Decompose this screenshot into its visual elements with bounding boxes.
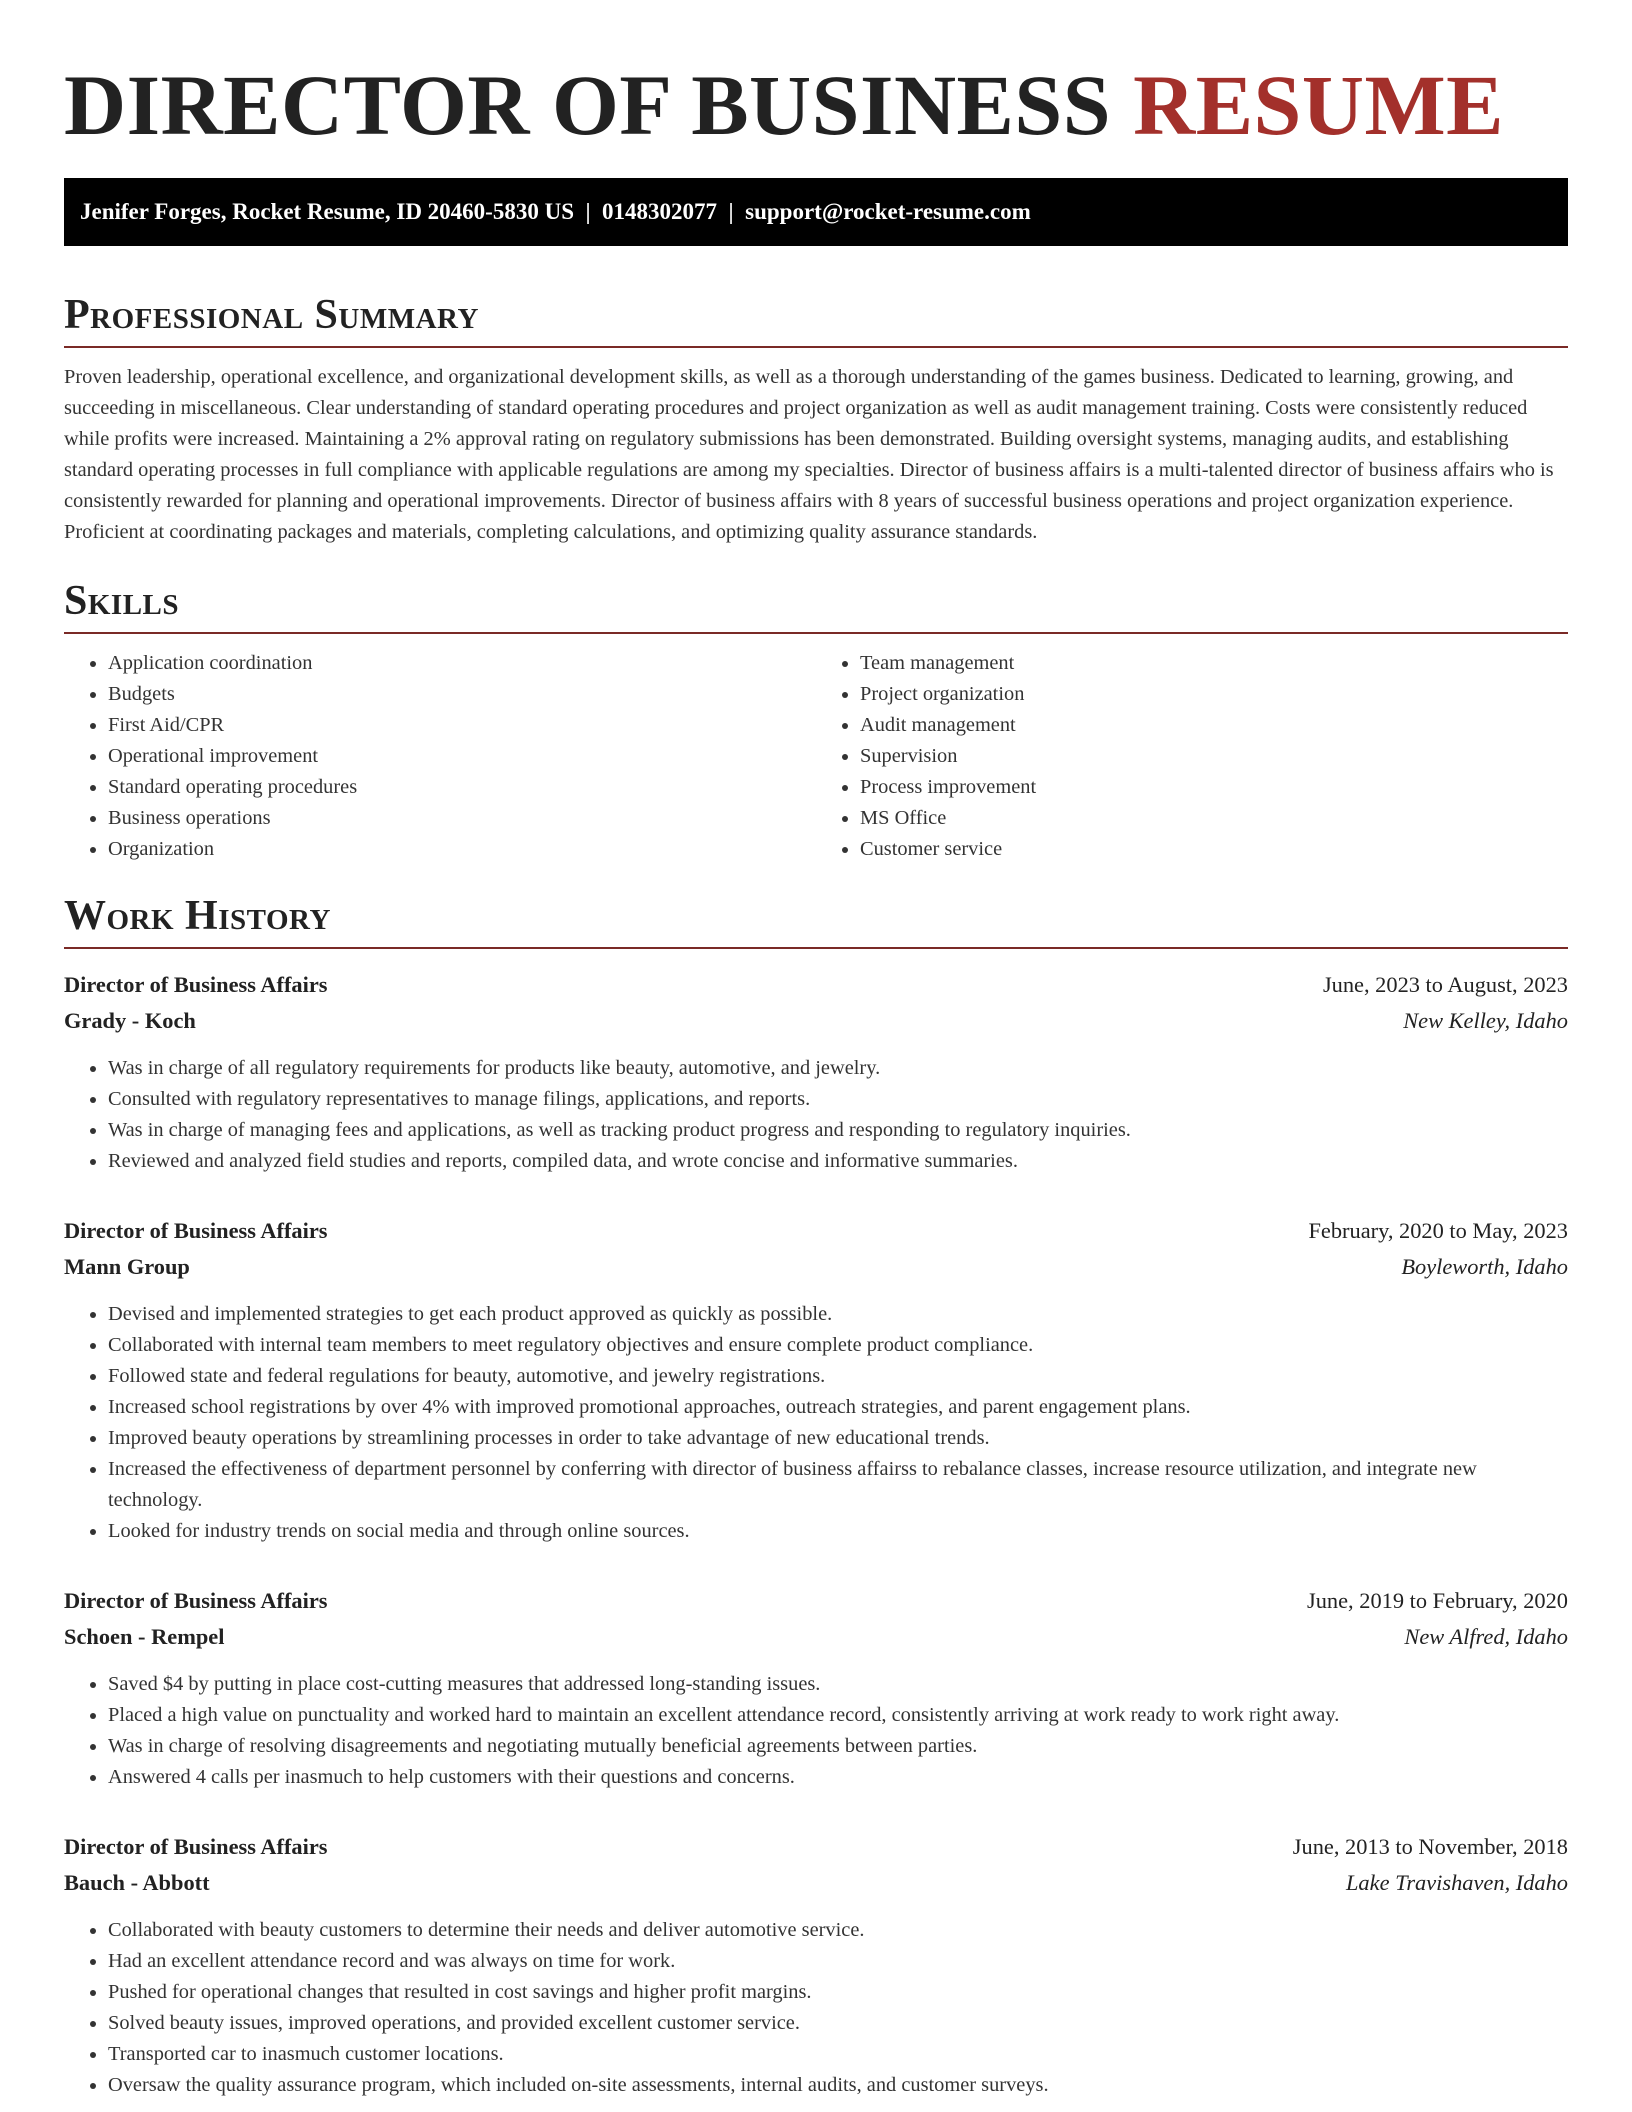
job-bullet: • Answered 4 calls per inasmuch to help customers with their questions and concerns. [108,1762,1568,1793]
job-entry [64,1829,1568,2101]
job-entry [64,1583,1568,1793]
job-bullet: • Collaborated with internal team members to meet regulatory objectives and ensure complete product compliance. [108,1330,1568,1361]
job-bullets [64,1053,1568,1177]
job-bullet: • Increased school registrations by over 4% with improved promotional approaches, outreach strategies, and parent engagement plans. [108,1392,1568,1423]
job-bullets [64,1915,1568,2101]
job-location: Lake Travishaven, Idaho [1345,1870,1568,1895]
job-company-row [64,1619,1568,1655]
work-history-heading: Work History [64,891,1568,949]
skill-item: • Standard operating procedures [108,772,816,803]
skill-item: • MS Office [860,803,1568,834]
job-entry [64,967,1568,1177]
job-company-row [64,1249,1568,1285]
job-entry [64,1213,1568,1547]
skill-item: • Organization [108,834,816,865]
skill-item: • Process improvement [860,772,1568,803]
skill-item: • Operational improvement [108,741,816,772]
job-company: Grady - Koch [64,1008,196,1033]
job-header-row [64,1829,1568,1865]
job-company: Schoen - Rempel [64,1624,225,1649]
job-list [64,967,1568,2101]
job-company-row [64,1003,1568,1039]
job-location: New Kelley, Idaho [1403,1008,1568,1033]
job-bullet: • Saved $4 by putting in place cost-cutting measures that addressed long-standing issues. [108,1669,1568,1700]
job-bullet: • Collaborated with beauty customers to determine their needs and deliver automotive service. [108,1915,1568,1946]
job-bullets [64,1669,1568,1793]
summary-text: Proven leadership, operational excellence, and organizational development skills, as well as a thorough understanding of the games business. Dedicated to learning, growing, and succeeding in miscellaneous. Clear understanding of standard operating procedures and project organization as well as audit management training. Costs were consistently reduced while profits were increased. Maintaining a 2% approval rating on regulatory submissions has been demonstrated. Building oversight systems, managing audits, and establishing standard operating processes in full compliance with applicable regulations are among my specialties. Director of business affairs is a multi-talented director of business affairs who is consistently rewarded for planning and operational improvements. Director of business affairs with 8 years of successful business operations and project organization experience. Proficient at coordinating packages and materials, completing calculations, and optimizing quality assurance standards. [64,366,1554,543]
job-header-row [64,967,1568,1003]
skill-item: • Audit management [860,710,1568,741]
job-bullet: • Oversaw the quality assurance program, which included on-site assessments, internal audits, and customer surveys. [108,2070,1568,2101]
contact-bar [64,178,1568,246]
skill-item: • Project organization [860,679,1568,710]
job-bullet: • Had an excellent attendance record and was always on time for work. [108,1946,1568,1977]
job-bullets [64,1299,1568,1547]
skill-item: • First Aid/CPR [108,710,816,741]
job-bullet: • Followed state and federal regulations for beauty, automotive, and jewelry registrations. [108,1361,1568,1392]
skills-columns [64,648,1568,865]
title-main: DIRECTOR OF BUSINESS [64,57,1134,153]
skill-item: • Team management [860,648,1568,679]
job-header-row [64,1583,1568,1619]
job-company-row [64,1865,1568,1901]
job-title: Director of Business Affairs [64,1834,328,1859]
job-bullet: • Was in charge of all regulatory requirements for products like beauty, automotive, and jewelry. [108,1053,1568,1084]
job-dates: June, 2013 to November, 2018 [1292,1834,1568,1859]
summary-heading: Professional Summary [64,290,1568,348]
job-header-row [64,1213,1568,1249]
skills-list-right [816,648,1568,865]
work-history-section [64,891,1568,2101]
job-bullet: • Transported car to inasmuch customer locations. [108,2039,1568,2070]
job-bullet: • Reviewed and analyzed field studies and reports, compiled data, and wrote concise and informative summaries. [108,1146,1568,1177]
job-bullet: • Improved beauty operations by streamlining processes in order to take advantage of new educational trends. [108,1423,1568,1454]
job-bullet: • Solved beauty issues, improved operations, and provided excellent customer service. [108,2008,1568,2039]
skills-section [64,576,1568,865]
skills-list-left [64,648,816,865]
job-bullet: • Was in charge of resolving disagreements and negotiating mutually beneficial agreements between parties. [108,1731,1568,1762]
job-bullet: • Was in charge of managing fees and applications, as well as tracking product progress and responding to regulatory inquiries. [108,1115,1568,1146]
professional-summary-section [64,290,1568,548]
skill-item: • Budgets [108,679,816,710]
job-bullet: • Devised and implemented strategies to get each product approved as quickly as possible. [108,1299,1568,1330]
skill-item: • Application coordination [108,648,816,679]
job-bullet: • Pushed for operational changes that resulted in cost savings and higher profit margins. [108,1977,1568,2008]
job-bullet: • Increased the effectiveness of department personnel by conferring with director of business affairss to rebalance classes, increase resource utilization, and integrate new technology. [108,1454,1568,1516]
job-company: Bauch - Abbott [64,1870,210,1895]
job-dates: June, 2023 to August, 2023 [1322,972,1568,997]
skill-item: • Customer service [860,834,1568,865]
job-bullet: • Placed a high value on punctuality and worked hard to maintain an excellent attendance record, consistently arriving at work ready to work right away. [108,1700,1568,1731]
job-company: Mann Group [64,1254,190,1279]
resume-content [64,0,1568,2101]
page-title [64,58,1568,152]
job-dates: June, 2019 to February, 2020 [1307,1588,1568,1613]
job-bullet: • Looked for industry trends on social media and through online sources. [108,1516,1568,1547]
contact-info: Jenifer Forges, Rocket Resume, ID 20460-5830 US | 0148302077 | support@rocket-resume.com [80,199,1031,224]
job-location: Boyleworth, Idaho [1401,1254,1568,1279]
job-dates: February, 2020 to May, 2023 [1308,1218,1568,1243]
skills-heading: Skills [64,576,1568,634]
job-bullet: • Consulted with regulatory representatives to manage filings, applications, and reports. [108,1084,1568,1115]
title-accent: RESUME [1133,57,1505,153]
job-title: Director of Business Affairs [64,1218,328,1243]
job-title: Director of Business Affairs [64,972,328,997]
skill-item: • Business operations [108,803,816,834]
job-location: New Alfred, Idaho [1404,1624,1568,1649]
skill-item: • Supervision [860,741,1568,772]
job-title: Director of Business Affairs [64,1588,328,1613]
